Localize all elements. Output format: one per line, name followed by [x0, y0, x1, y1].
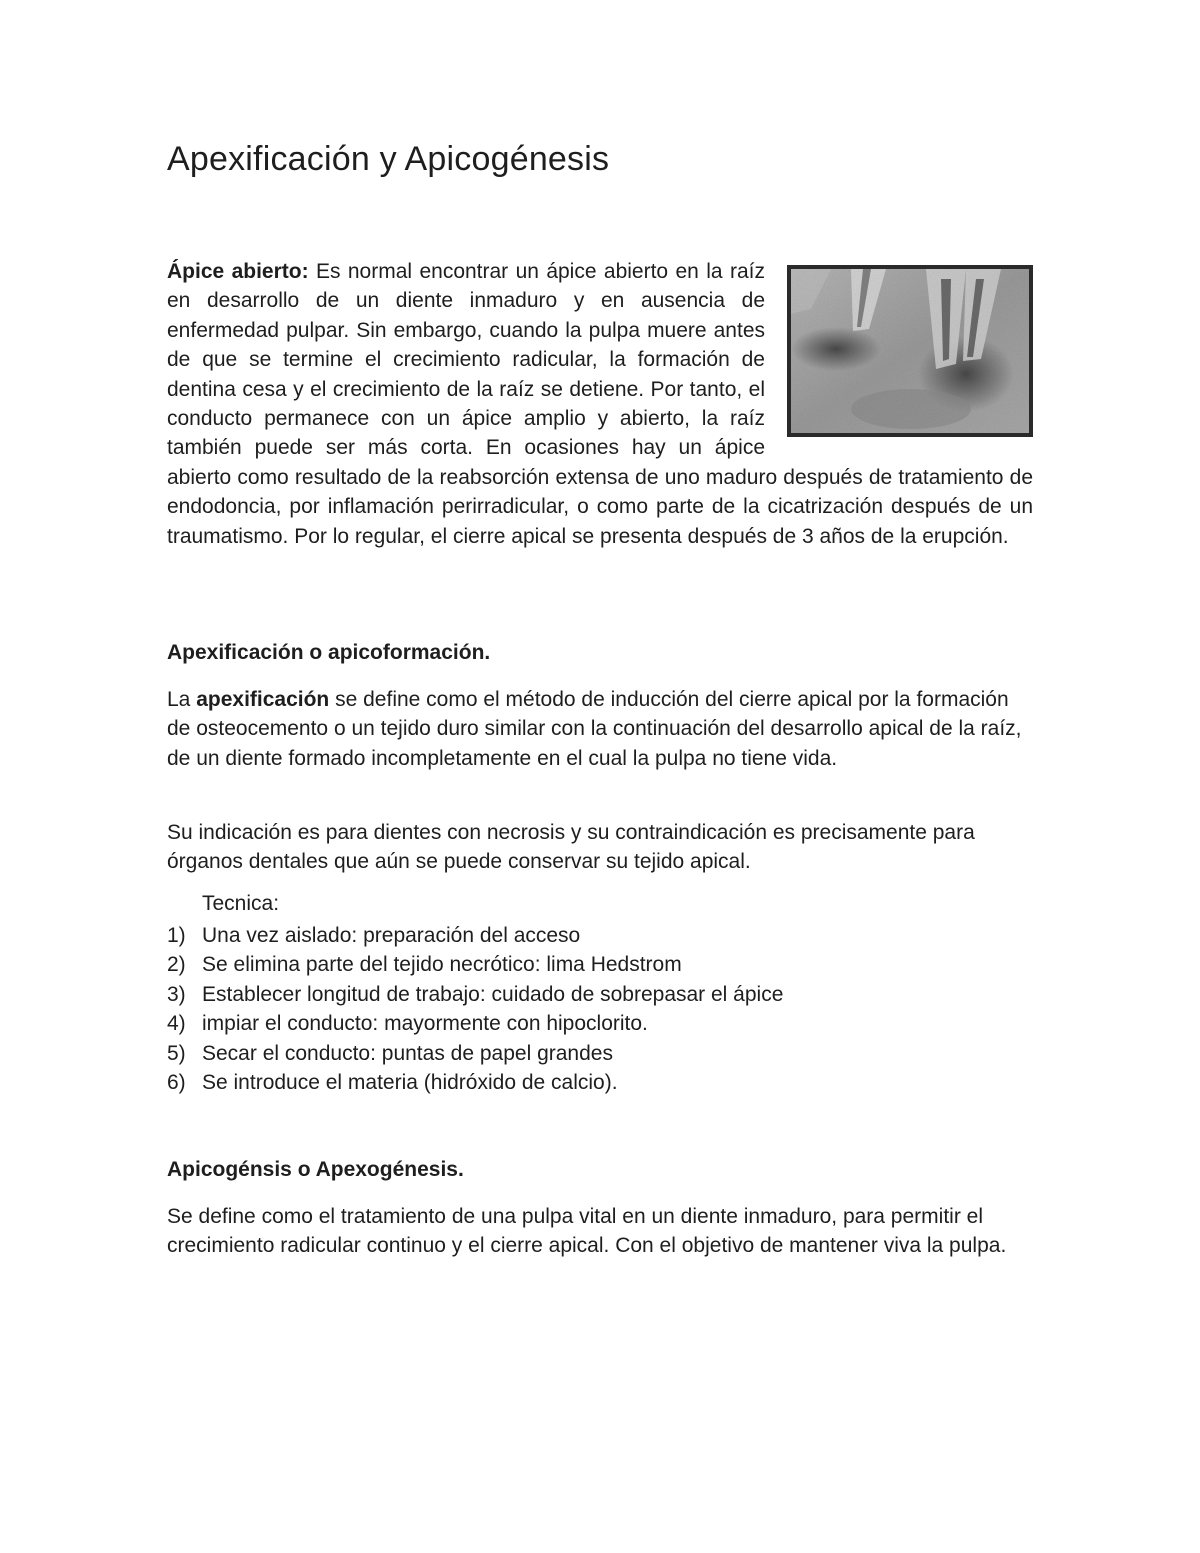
step-text: Se elimina parte del tejido necrótico: lima Hedstrom [202, 953, 682, 977]
step-number: 5) [167, 1041, 186, 1065]
apexification-heading: Apexificación o apicoformación. [167, 641, 491, 664]
list-item [167, 1009, 783, 1038]
list-item [167, 980, 783, 1009]
xray-illustration [791, 269, 1029, 433]
apexification-definition [167, 685, 1033, 773]
apexification-term: apexificación [196, 688, 330, 711]
list-item [167, 1068, 783, 1097]
document-title: Apexificación y Apicogénesis [167, 140, 610, 178]
technique-steps [167, 921, 783, 1097]
step-text: Establecer longitud de trabajo: cuidado de sobrepasar el ápice [202, 982, 784, 1006]
open-apex-label: Ápice abierto: [167, 260, 309, 283]
step-number: 1) [167, 924, 186, 947]
apexogenesis-definition: Se define como el tratamiento de una pulpa vital en un diente inmaduro, para permitir el crecimiento radicular continuo y el cierre apical. Con el objetivo de mantener viva la pulpa. [167, 1205, 1007, 1258]
open-apex-paragraph [167, 257, 1033, 551]
step-text: Una vez aislado: preparación del acceso [202, 924, 581, 947]
step-number: 6) [167, 1071, 186, 1095]
dental-xray-image [787, 265, 1033, 437]
open-apex-text: Es normal encontrar un ápice abierto en la raíz en desarrollo de un diente inmaduro y en ausencia de enfermedad pulpar. Sin embargo, cuando la pulpa muere antes de que se termine el crecimiento radicular, la formación de dentina cesa y el crecimiento de la raíz se detiene. Por tanto, el conducto permanece con un ápice amplio y abierto, la raíz también puede ser más corta. En ocasiones hay un ápice abierto como resultado de la reabsorción extensa de uno maduro después de tratamiento de endodoncia, por inflamación perirradicular, o como parte de la cicatrización después de un traumatismo. Por lo regular, el cierre apical se presenta después de 3 años de la erupción. [167, 260, 1033, 548]
step-number: 2) [167, 953, 186, 977]
step-text: impiar el conducto: mayormente con hipoclorito. [202, 1012, 648, 1036]
step-number: 4) [167, 1012, 186, 1036]
apexification-rest: se define como el método de inducción del cierre apical por la formación de osteocemento o un tejido duro similar con la continuación del desarrollo apical de la raíz, de un diente formado incompletamente en el cual la pulpa no tiene vida. [167, 688, 1022, 770]
apexogenesis-heading: Apicogénsis o Apexogénesis. [167, 1158, 464, 1181]
step-text: Se introduce el materia (hidróxido de calcio). [202, 1071, 618, 1095]
step-text: Secar el conducto: puntas de papel grandes [202, 1041, 613, 1065]
list-item [167, 921, 783, 950]
list-item [167, 950, 783, 979]
list-item [167, 1039, 783, 1068]
step-number: 3) [167, 982, 186, 1006]
apexification-indication: Su indicación es para dientes con necrosis y su contraindicación es precisamente para órganos dentales que aún se puede conservar su tejido apical. [167, 821, 975, 874]
apexification-prefix: La [167, 688, 191, 711]
technique-label: Tecnica: [202, 892, 280, 915]
